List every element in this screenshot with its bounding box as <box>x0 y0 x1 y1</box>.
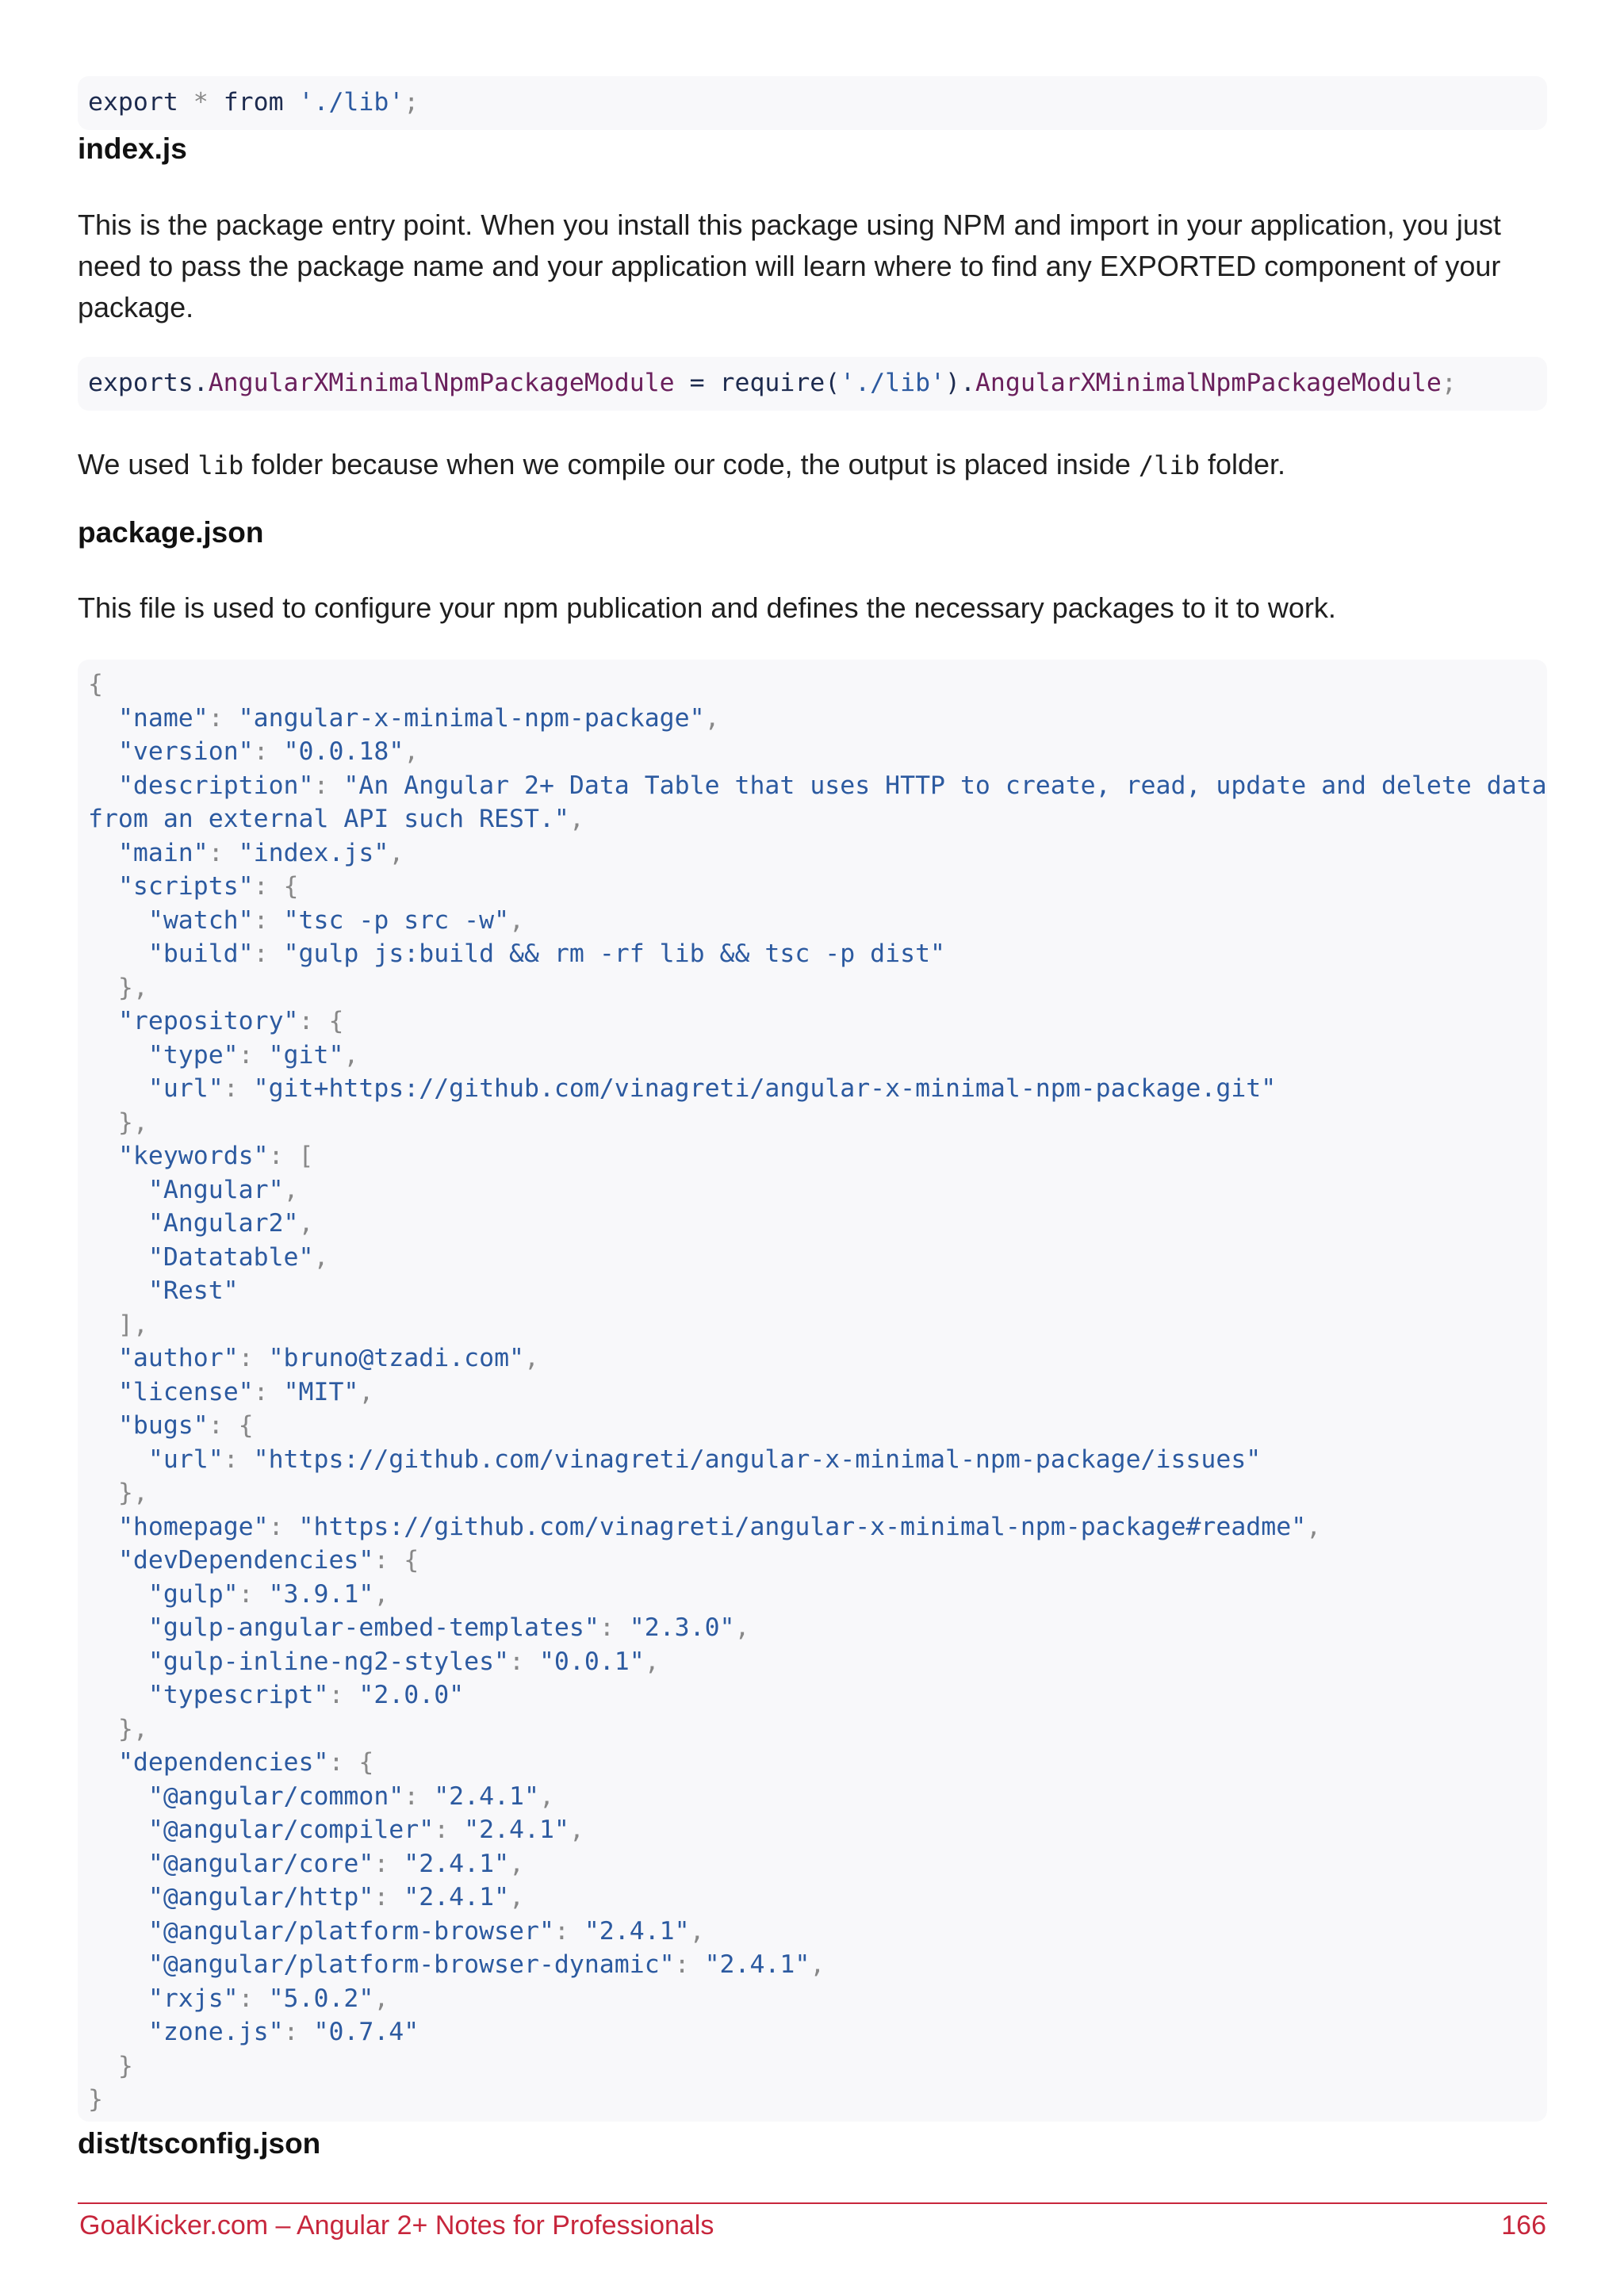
code-line: "keywords": [ <box>117 1142 314 1170</box>
code-line: "repository": { <box>117 1007 344 1035</box>
code-block-require <box>78 357 1547 411</box>
code-line: } <box>88 2085 103 2114</box>
inline-code: /lib <box>1138 450 1200 480</box>
code-keyword: from <box>223 88 284 117</box>
code-line: "@angular/core": "2.4.1", <box>147 1849 525 1878</box>
code-token: ). <box>945 369 975 397</box>
footer-rule <box>78 2202 1547 2204</box>
code-line: "rxjs": "5.0.2", <box>147 1984 389 2013</box>
code-class-name: AngularXMinimalNpmPackageModule <box>208 369 675 397</box>
code-line: ], <box>88 1310 148 1339</box>
code-operator: * <box>178 88 224 117</box>
text: folder because when we compile our code, the output is placed inside <box>243 448 1139 480</box>
text: folder. <box>1199 448 1286 480</box>
code-line: }, <box>88 973 148 1002</box>
heading-index-js: index.js <box>78 132 187 165</box>
code-class-name: AngularXMinimalNpmPackageModule <box>975 369 1442 397</box>
code-block-package-json <box>78 660 1547 2122</box>
code-punct: ; <box>404 88 419 117</box>
code-line: "bugs": { <box>117 1411 254 1440</box>
code-line: "watch": "tsc -p src -w", <box>147 905 525 935</box>
code-line: "version": "0.0.18", <box>117 737 419 766</box>
code-line: "build": "gulp js:build && rm -rf lib && tsc -p dist" <box>147 939 946 968</box>
code-line: "zone.js": "0.7.4" <box>147 2018 419 2046</box>
code-line: } <box>88 2051 133 2080</box>
code-punct: ; <box>1441 369 1457 397</box>
code-line: "main": "index.js", <box>117 838 404 867</box>
code-line: "description": "An Angular 2+ Data Table that uses HTTP to create, read, update and delete data <box>117 771 1547 800</box>
heading-package-json: package.json <box>78 516 264 549</box>
code-line: "gulp": "3.9.1", <box>147 1579 389 1609</box>
code-line: "dependencies": { <box>117 1748 374 1777</box>
code-line: { <box>88 670 103 698</box>
code-line: "url": "git+https://github.com/vinagreti/angular-x-minimal-npm-package.git" <box>147 1074 1277 1103</box>
paragraph-package: This file is used to configure your npm publication and defines the necessary packages to it to work. <box>78 591 1336 624</box>
code-line: }, <box>88 1479 148 1507</box>
code-line: "scripts": { <box>117 872 299 901</box>
code-line: "devDependencies": { <box>117 1546 419 1575</box>
code-line: "@angular/compiler": "2.4.1", <box>147 1816 584 1844</box>
code-line: "type": "git", <box>147 1040 359 1070</box>
code-line: }, <box>88 1714 148 1743</box>
code-line: }, <box>88 1108 148 1137</box>
code-line: "Rest" <box>147 1276 239 1305</box>
heading-tsconfig: dist/tsconfig.json <box>78 2127 321 2160</box>
text: We used <box>78 448 198 480</box>
code-line: "Angular", <box>147 1175 299 1204</box>
paragraph-lib-note <box>78 444 1553 486</box>
code-line <box>88 86 1547 120</box>
code-block-export <box>78 76 1547 130</box>
code-token: = require( <box>674 369 841 397</box>
code-line: "gulp-inline-ng2-styles": "0.0.1", <box>147 1647 660 1676</box>
code-line: "@angular/platform-browser": "2.4.1", <box>147 1916 705 1946</box>
code-line: "@angular/common": "2.4.1", <box>147 1781 554 1811</box>
code-line: "@angular/platform-browser-dynamic": "2.4.1", <box>147 1950 825 1979</box>
code-string: './lib' <box>298 88 404 117</box>
page-number: 166 <box>1501 2210 1546 2241</box>
code-string: './lib' <box>840 369 946 397</box>
code-line: from an external API such REST.", <box>88 805 584 833</box>
code-token: exports. <box>88 369 209 397</box>
footer-title: GoalKicker.com – Angular 2+ Notes for Professionals <box>79 2210 714 2241</box>
code-line: "name": "angular-x-minimal-npm-package", <box>117 703 720 733</box>
code-line: "@angular/http": "2.4.1", <box>147 1883 525 1911</box>
code-line: "Angular2", <box>147 1209 314 1238</box>
code-line: "Datatable", <box>147 1242 329 1272</box>
inline-code: lib <box>197 450 244 480</box>
code-line: "homepage": "https://github.com/vinagreti/angular-x-minimal-npm-package#readme", <box>117 1512 1322 1541</box>
code-line <box>88 366 1547 400</box>
code-keyword: export <box>88 88 178 117</box>
code-line: "url": "https://github.com/vinagreti/angular-x-minimal-npm-package/issues" <box>147 1445 1262 1474</box>
paragraph-index: This is the package entry point. When you install this package using NPM and import in your application, you just need to pass the package name and your application will learn where to find any EXPORTED component of your package. <box>78 209 1501 323</box>
code-line: "license": "MIT", <box>117 1377 374 1406</box>
code-line: "typescript": "2.0.0" <box>147 1681 465 1709</box>
code-line: "gulp-angular-embed-templates": "2.3.0", <box>147 1613 750 1642</box>
code-line: "author": "bruno@tzadi.com", <box>117 1344 539 1372</box>
